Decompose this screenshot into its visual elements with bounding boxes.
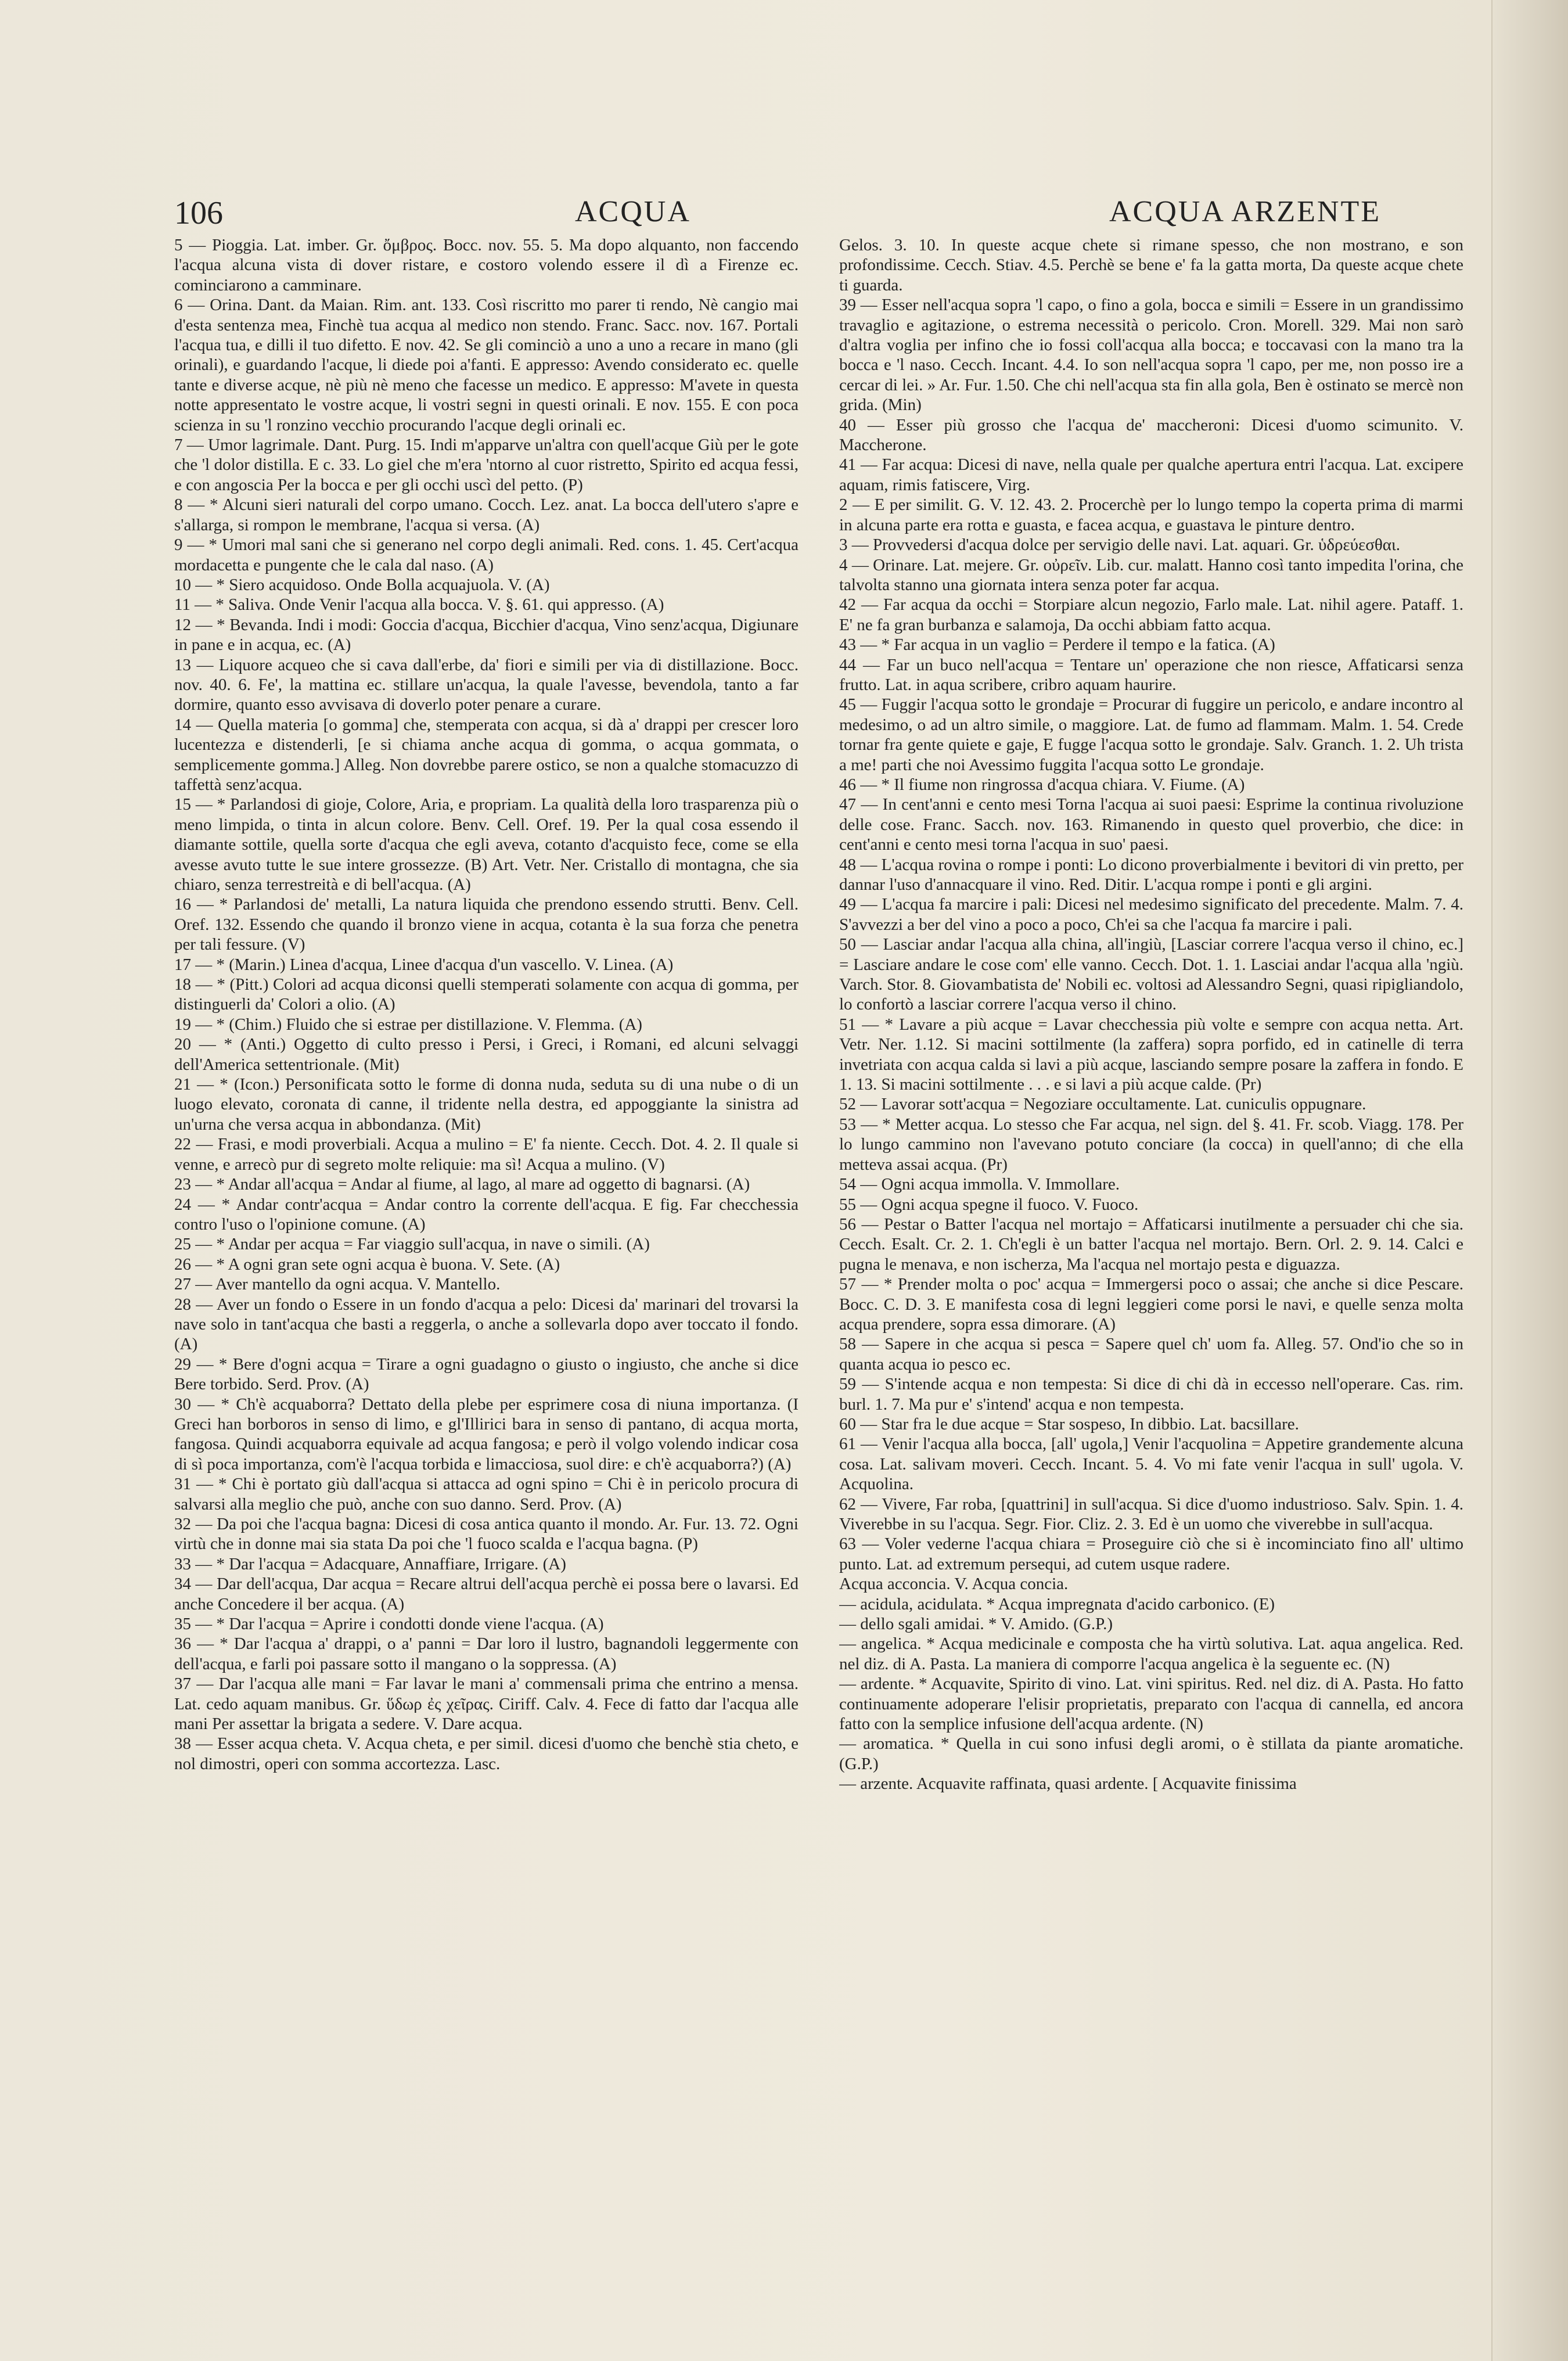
dictionary-entry: 9 — * Umori mal sani che si generano nel corpo degli animali. Red. cons. 1. 45. Cert'acqua mordacetta e pungente che le cala dal naso. (A) <box>174 536 799 574</box>
dictionary-entry: 3 — Provvedersi d'acqua dolce per servigio delle navi. Lat. aquari. Gr. ὑδρεύεσθαι. <box>839 536 1400 555</box>
dictionary-entry: 30 — * Ch'è acquaborra? Dettato della plebe per esprimere cosa di niuna importanza. (I Greci han borboros in senso di limo, e gl'Illirici bara in senso di pantano, di acqua morta, fangosa. Quindi acquaborra equivale ad acqua fangosa; e però il volgo volendo indicar cosa di sì poca importanza, com'è l'acqua torbida e limacciosa, suol dire: e ch'è acquaborra?) (A) <box>174 1395 799 1474</box>
dictionary-entry: 49 — L'acqua fa marcire i pali: Dicesi nel medesimo significato del precedente. Malm. 7. 4. S'avvezzi a ber del vino a poco a poco, Ch'ei sa che l'acqua fa marcire i pali. <box>839 895 1463 934</box>
page-number: 106 <box>174 195 223 231</box>
dictionary-entry: 62 — Vivere, Far roba, [quattrini] in sull'acqua. Si dice d'uomo industrioso. Salv. Spin. 1. 4. Viverebbe in su l'acqua. Segr. Fior. Cliz. 2. 3. Ed è un uomo che viverebbe in sull'acqua. <box>839 1494 1463 1533</box>
dictionary-entry: 44 — Far un buco nell'acqua = Tentare un' operazione che non riesce, Affaticarsi senza frutto. Lat. in aqua scribere, cribro aquam haurire. <box>839 655 1463 694</box>
dictionary-entry: 20 — * (Anti.) Oggetto di culto presso i Persi, i Greci, i Romani, ed alcuni selvaggi dell'America settentrionale. (Mit) <box>174 1035 799 1074</box>
dictionary-entry: 6 — Orina. Dant. da Maian. Rim. ant. 133. Così riscritto mo parer ti rendo, Nè cangio mai d'esta sentenza mea, Finchè tua acqua al medico non stendo. Franc. Sacc. nov. 167. Portali l'acqua tua, e dilli il tuo difetto. E nov. 42. Se gli cominciò a uno a uno a recare in mano (gli orinali), e guardando l'acque, li diede poi a'fanti. E appresso: Avendo considerato ec. quelle tante e diverse acque, nè più nè meno che facesse un medico. E appresso: M'avete in questa notte appresentato le vostre acque, li vostri segni in questi orinali. E nov. 155. E con poca scienza in su 'l ronzino vecchio procurando l'acque degli orinali ec. <box>174 296 799 434</box>
dictionary-entry: 33 — * Dar l'acqua = Adacquare, Annaffiare, Irrigare. (A) <box>174 1554 566 1573</box>
dictionary-entry: 21 — * (Icon.) Personificata sotto le forme di donna nuda, seduta su di una nube o di un luogo elevato, coronata di canne, il tridente nella destra, ed appoggiante la sinistra ad un'urna che versa acqua in abbondanza. (Mit) <box>174 1075 799 1134</box>
left-running-title: ACQUA <box>575 195 691 228</box>
dictionary-entry: 57 — * Prender molta o poc' acqua = Immergersi poco o assai; che anche si dice Pescare. Bocc. C. D. 3. E manifesta cosa di legni leggieri come porsi le navi, e quelle senza molta acqua prendere, sopra essa dimorare. (A) <box>839 1275 1463 1334</box>
right-running-title: ACQUA ARZENTE <box>1109 195 1381 228</box>
dictionary-entry: 25 — * Andar per acqua = Far viaggio sull'acqua, in nave o simili. (A) <box>174 1235 650 1254</box>
left-column <box>174 235 799 2105</box>
dictionary-entry: 46 — * Il fiume non ringrossa d'acqua chiara. V. Fiume. (A) <box>839 775 1245 794</box>
dictionary-entry: 19 — * (Chim.) Fluido che si estrae per distillazione. V. Flemma. (A) <box>174 1015 642 1034</box>
dictionary-entry: 14 — Quella materia [o gomma] che, stemperata con acqua, si dà a' drappi per crescer loro lucentezza e distenderli, [e si chiama anche acqua di gomma, o acqua gommata, o semplicemente gomma.] Alleg. Non dovrebbe parere ostico, se non a qualche stomacuzzo di taffettà senz'acqua. <box>174 715 799 794</box>
dictionary-entry: 47 — In cent'anni e cento mesi Torna l'acqua ai suoi paesi: Esprime la continua rivoluzione delle cose. Franc. Sacch. nov. 163. Rimanendo in questo quel proverbio, che dice: in cent'anni e cento mesi torna l'acqua in suo' paesi. <box>839 795 1463 854</box>
dictionary-entry: Gelos. 3. 10. In queste acque chete si rimane spesso, che non mostrano, e son profondissime. Cecch. Stiav. 4.5. Perchè se bene e' fa la gatta morta, Da queste acque chete ti guarda. <box>839 236 1463 294</box>
dictionary-entry: Acqua acconcia. V. Acqua concia. <box>839 1575 1069 1594</box>
dictionary-entry: 8 — * Alcuni sieri naturali del corpo umano. Cocch. Lez. anat. La bocca dell'utero s'apre e s'allarga, si rompon le membrane, l'acqua si versa. (A) <box>174 495 799 534</box>
dictionary-entry: 12 — * Bevanda. Indi i modi: Goccia d'acqua, Bicchier d'acqua, Vino senz'acqua, Digiunare in pane e in acqua, ec. (A) <box>174 615 799 655</box>
dictionary-entry: 50 — Lasciar andar l'acqua alla china, all'ingiù, [Lasciar correre l'acqua verso il chino, ec.] = Lasciare andare le cose com' elle vanno. Cecch. Dot. 1. 1. Lasciai andar l'acqua alla 'ngiù. Varch. Stor. 8. Giovambatista de' Nobili ec. voltosi ad Alessandro Segni, quasi ripigliandolo, lo confortò a lasciar correre l'acqua verso il chino. <box>839 935 1463 1014</box>
dictionary-entry: 29 — * Bere d'ogni acqua = Tirare a ogni guadagno o giusto o ingiusto, che anche si dice Bere torbido. Serd. Prov. (A) <box>174 1354 799 1394</box>
dictionary-entry: 55 — Ogni acqua spegne il fuoco. V. Fuoco. <box>839 1195 1139 1214</box>
dictionary-entry: 32 — Da poi che l'acqua bagna: Dicesi di cosa antica quanto il mondo. Ar. Fur. 13. 72. Ogni virtù che in donne mai sia stata Da poi che 'l fuoco scalda e l'acqua bagna. (P) <box>174 1515 799 1554</box>
dictionary-entry: 7 — Umor lagrimale. Dant. Purg. 15. Indi m'apparve un'altra con quell'acque Giù per le gote che 'l dolor distilla. E c. 33. Lo giel che m'era 'ntorno al cuor ristretto, Spirito ed acqua fessi, e con angoscia Per la bocca e per gli occhi uscì del petto. (P) <box>174 436 799 494</box>
dictionary-entry: — acidula, acidulata. * Acqua impregnata d'acido carbonico. (E) <box>839 1594 1275 1613</box>
dictionary-entry: 37 — Dar l'acqua alle mani = Far lavar le mani a' commensali prima che entrino a mensa. Lat. cedo aquam manibus. Gr. ὕδωρ ἐς χεῖρας. Ciriff. Calv. 4. Fece di fatto dar l'acqua alle mani Per assettar la brigata a sedere. V. Dare acqua. <box>174 1674 799 1734</box>
dictionary-entry: 27 — Aver mantello da ogni acqua. V. Mantello. <box>174 1275 501 1294</box>
dictionary-entry: 35 — * Dar l'acqua = Aprire i condotti donde viene l'acqua. (A) <box>174 1615 604 1634</box>
dictionary-entry: — angelica. * Acqua medicinale e composta che ha virtù solutiva. Lat. aqua angelica. Red. nel diz. di A. Pasta. La maniera di comporre l'acqua angelica è la seguente ec. (N) <box>839 1634 1463 1673</box>
dictionary-entry: 42 — Far acqua da occhi = Storpiare alcun negozio, Farlo male. Lat. nihil agere. Pataff. 1. E' ne fa gran burbanza e salamoja, Da occhi abbiam fatto acqua. <box>839 595 1463 634</box>
dictionary-entry: 31 — * Chi è portato giù dall'acqua si attacca ad ogni spino = Chi è in pericolo procura di salvarsi alla meglio che può, anche con suo danno. Serd. Prov. (A) <box>174 1475 799 1514</box>
running-head <box>174 195 1463 235</box>
dictionary-entry: 63 — Voler vederne l'acqua chiara = Proseguire ciò che si è incominciato fino all' ultimo punto. Lat. ad extremum persequi, ad cutem usque radere. <box>839 1535 1463 1573</box>
dictionary-entry: 34 — Dar dell'acqua, Dar acqua = Recare altrui dell'acqua perchè ei possa bere o lavarsi. Ed anche Concedere il ber acqua. (A) <box>174 1575 799 1613</box>
dictionary-entry: 61 — Venir l'acqua alla bocca, [all' ugola,] Venir l'acquolina = Appetire grandemente alcuna cosa. Lat. salivam moveri. Cecch. Incant. 5. 4. Vo mi fate venir l'acqua in sull' ugola. V. Acquolina. <box>839 1435 1463 1494</box>
dictionary-entry: 23 — * Andar all'acqua = Andar al fiume, al lago, al mare ad oggetto di bagnarsi. (A) <box>174 1175 750 1194</box>
dictionary-entry: 2 — E per similit. G. V. 12. 43. 2. Procerchè per lo lungo tempo la coperta prima di marmi in alcuna parte era rotta e guasta, e facea acqua, e guastava le pinture dentro. <box>839 495 1463 534</box>
dictionary-entry: — dello sgali amidai. * V. Amido. (G.P.) <box>839 1615 1113 1634</box>
dictionary-entry: — ardente. * Acquavite, Spirito di vino. Lat. vini spiritus. Red. nel diz. di A. Pasta. Ho fatto continuamente adoperare l'elisir proprietatis, preparato con l'acqua di cannella, ed ancora fatto con la semplice infusione dell'acqua ardente. (N) <box>839 1674 1463 1734</box>
dictionary-entry: 48 — L'acqua rovina o rompe i ponti: Lo dicono proverbialmente i bevitori di vin pretto, per dannar l'uso d'annacquare il vino. Red. Ditir. L'acqua rompe i ponti e gli argini. <box>839 855 1463 894</box>
dictionary-entry: 52 — Lavorar sott'acqua = Negoziare occultamente. Lat. cuniculis oppugnare. <box>839 1095 1366 1114</box>
dictionary-entry: 17 — * (Marin.) Linea d'acqua, Linee d'acqua d'un vascello. V. Linea. (A) <box>174 955 674 974</box>
dictionary-entry: 60 — Star fra le due acque = Star sospeso, In dibbio. Lat. bacsillare. <box>839 1414 1299 1433</box>
dictionary-entry: 24 — * Andar contr'acqua = Andar contro la corrente dell'acqua. E fig. Far checchessia contro l'uso o l'opinione comune. (A) <box>174 1195 799 1234</box>
dictionary-entry: 51 — * Lavare a più acque = Lavar checchessia più volte e sempre con acqua netta. Art. Vetr. Ner. 1.12. Si macini sottilmente (la zaffera) sopra porfido, ed in catinelle di terra invetriata con acqua calda si lavi a più acque, lasciando sempre posare la zaffera in fondo. E 1. 13. Si macini sottilmente . . . e si lavi a più acque calde. (Pr) <box>839 1015 1463 1094</box>
dictionary-entry: 36 — * Dar l'acqua a' drappi, o a' panni = Dar loro il lustro, bagnandoli leggermente con dell'acqua, e farli poi passare sotto il mangano o la soppressa. (A) <box>174 1634 799 1673</box>
dictionary-entry: 38 — Esser acqua cheta. V. Acqua cheta, e per simil. dicesi d'uomo che benchè stia cheto, e nol dimostri, operi con somma accortezza. Lasc. <box>174 1734 799 1773</box>
dictionary-entry: 58 — Sapere in che acqua si pesca = Sapere quel ch' uom fa. Alleg. 57. Ond'io che so in quanta acqua io pesco ec. <box>839 1335 1463 1374</box>
dictionary-entry: — arzente. Acquavite raffinata, quasi ardente. [ Acquavite finissima <box>839 1774 1297 1794</box>
dictionary-entry: 54 — Ogni acqua immolla. V. Immollare. <box>839 1175 1120 1194</box>
dictionary-entry: 5 — Pioggia. Lat. imber. Gr. ὄμβρος. Bocc. nov. 55. 5. Ma dopo alquanto, non faccendo l'acqua alcuna vista di dover ristare, e costoro volendo essere il dì a Firenze ec. cominciarono a camminare. <box>174 236 799 294</box>
dictionary-entry: 13 — Liquore acqueo che si cava dall'erbe, da' fiori e simili per via di distillazione. Bocc. nov. 40. 6. Fe', la mattina ec. stillare un'acqua, la quale l'avesse, bevendola, tanto a far dormire, quanto esso avvisava di doverlo poter penare a curare. <box>174 655 799 714</box>
dictionary-entry: 22 — Frasi, e modi proverbiali. Acqua a mulino = E' fa niente. Cecch. Dot. 4. 2. Il quale si venne, e arrecò pur di segreto molte reliquie: ma sì! Acqua a mulino. (V) <box>174 1135 799 1174</box>
dictionary-entry: 39 — Esser nell'acqua sopra 'l capo, o fino a gola, bocca e simili = Essere in un grandissimo travaglio e agitazione, o estrema necessità o pericolo. Cron. Morell. 329. Mai non sarò d'altra voglia per infino che io fossi coll'acqua alla bocca; e toccavasi con la mano tra la bocca e 'l naso. Cecch. Incant. 4.4. Io son nell'acqua sopra 'l capo, per me, non posso ire a cercar di lei. » Ar. Fur. 1.50. Che chi nell'acqua sta fin alla gola, Ben è ostinato se mercè non grida. (Min) <box>839 296 1463 415</box>
right-column <box>839 235 1463 2105</box>
dictionary-entry: 40 — Esser più grosso che l'acqua de' maccheroni: Dicesi d'uomo scimunito. V. Maccherone. <box>839 415 1463 455</box>
dictionary-entry: 18 — * (Pitt.) Colori ad acqua diconsi quelli stemperati solamente con acqua di gomma, per distinguerli da' Colori a olio. (A) <box>174 975 799 1014</box>
dictionary-entry: 26 — * A ogni gran sete ogni acqua è buona. V. Sete. (A) <box>174 1255 560 1274</box>
dictionary-entry: 59 — S'intende acqua e non tempesta: Si dice di chi dà in eccesso nell'operare. Cas. rim. burl. 1. 7. Ma pur e' s'intend' acqua e non tempesta. <box>839 1375 1463 1414</box>
dictionary-entry: 16 — * Parlandosi de' metalli, La natura liquida che prendono essendo strutti. Benv. Cell. Oref. 132. Essendo che quando il bronzo viene in acqua, cotanta è la sua forza che penetra per tali fessure. (V) <box>174 895 799 954</box>
dictionary-entry: 10 — * Siero acquidoso. Onde Bolla acquajuola. V. (A) <box>174 575 550 594</box>
dictionary-entry: 28 — Aver un fondo o Essere in un fondo d'acqua a pelo: Dicesi da' marinari del trovarsi la nave solo in tant'acqua che basti a reggerla, o anche a sollevarla dopo aver toccato il fondo. (A) <box>174 1295 799 1354</box>
dictionary-entry: 45 — Fuggir l'acqua sotto le grondaje = Procurar di fuggire un pericolo, e andare incontro al medesimo, o ad un altro simile, o maggiore. Lat. de fumo ad flammam. Malm. 1. 54. Crede tornar fra gente quiete e gaje, E fugge l'acqua sotto le grondaje. Salv. Granch. 1. 2. Uh trista a me! parti che noi Avessimo fuggita l'acqua sotto Le grondaje. <box>839 695 1463 774</box>
dictionary-entry: 11 — * Saliva. Onde Venir l'acqua alla bocca. V. §. 61. qui appresso. (A) <box>174 595 664 614</box>
dictionary-entry: 56 — Pestar o Batter l'acqua nel mortajo = Affaticarsi inutilmente a persuader chi che sia. Cecch. Esalt. Cr. 2. 1. Ch'egli è un batter l'acqua nel mortajo. Bern. Orl. 2. 9. 14. Calci e pugna le menava, e non ischerza, Ma l'acqua nel mortajo pesta e diguazza. <box>839 1214 1463 1274</box>
dictionary-entry: 41 — Far acqua: Dicesi di nave, nella quale per qualche apertura entri l'acqua. Lat. excipere aquam, rimis fatiscere, Virg. <box>839 455 1463 494</box>
dictionary-entry: 15 — * Parlandosi di gioje, Colore, Aria, e propriam. La qualità della loro trasparenza più o meno limpida, o tinta in alcun colore. Benv. Cell. Oref. 19. Per la qual cosa essendo il diamante sottile, quella sorte d'acqua che egli aveva, cotanto d'acquisto fece, come se ella avesse avuto tutte le sue intere grossezze. (B) Art. Vetr. Ner. Cristallo di montagna, che sia chiaro, senza terrestreità e di bell'acqua. (A) <box>174 795 799 894</box>
dictionary-entry: 53 — * Metter acqua. Lo stesso che Far acqua, nel sign. del §. 41. Fr. scob. Viagg. 178. Per lo lungo cammino non l'avevano potuto conciare (la cocca) in quell'anno; di che ella metteva assai acqua. (Pr) <box>839 1115 1463 1174</box>
dictionary-entry: 43 — * Far acqua in un vaglio = Perdere il tempo e la fatica. (A) <box>839 635 1275 655</box>
page-edge-shadow <box>1491 0 1568 2361</box>
dictionary-entry: — aromatica. * Quella in cui sono infusi degli aromi, o è stillata da piante aromatiche. (G.P.) <box>839 1734 1463 1773</box>
dictionary-entry: 4 — Orinare. Lat. mejere. Gr. οὐρεῖν. Lib. cur. malatt. Hanno così tanto impedita l'orina, che talvolta stanno una giornata intera senza poter far acqua. <box>839 555 1463 594</box>
